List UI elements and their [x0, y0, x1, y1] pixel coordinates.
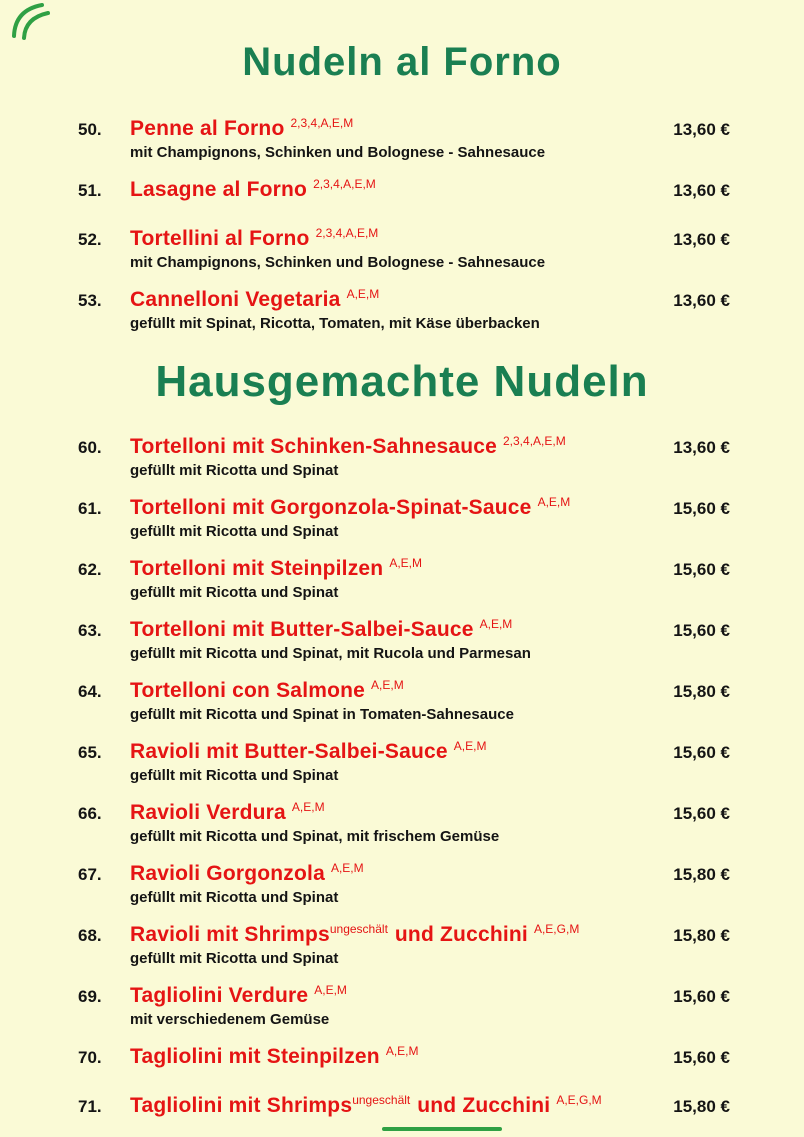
item-name-continuation: und Zucchini	[417, 1094, 551, 1117]
item-name-text: Ravioli mit Butter-Salbei-Sauce	[130, 740, 448, 763]
item-row	[78, 1038, 730, 1071]
menu-item	[78, 916, 730, 969]
item-number: 60.	[78, 438, 102, 457]
allergen-superscript: A,E,M	[385, 1044, 419, 1058]
item-row	[78, 428, 730, 461]
item-name-text: Penne al Forno	[130, 117, 285, 140]
item-name-text: Ravioli mit Shrimps	[130, 923, 330, 946]
section-items	[0, 110, 804, 334]
menu-item	[78, 794, 730, 847]
item-name-text: Tagliolini mit Steinpilzen	[130, 1045, 380, 1068]
item-description: gefüllt mit Ricotta und Spinat	[130, 462, 339, 479]
item-number: 64.	[78, 682, 102, 701]
item-number: 70.	[78, 1048, 102, 1067]
menu-sections	[0, 42, 804, 1120]
item-price: 13,60 €	[673, 291, 730, 310]
allergen-superscript: 2,3,4,A,E,M	[503, 434, 566, 448]
item-name	[130, 916, 579, 948]
item-number: 63.	[78, 621, 102, 640]
item-row	[78, 550, 730, 583]
allergen-superscript: A,E,M	[479, 617, 513, 631]
item-description: gefüllt mit Ricotta und Spinat	[130, 523, 339, 540]
item-number: 53.	[78, 291, 102, 310]
section-title: Hausgemachte Nudeln	[155, 357, 649, 406]
item-name	[130, 1038, 419, 1070]
allergen-superscript: 2,3,4,A,E,M	[313, 177, 376, 191]
item-row	[78, 794, 730, 827]
item-number: 52.	[78, 230, 102, 249]
item-name	[130, 110, 353, 142]
corner-ornament-icon	[8, 0, 68, 44]
item-price: 13,60 €	[673, 120, 730, 139]
item-name	[130, 611, 512, 643]
item-price: 15,60 €	[673, 621, 730, 640]
item-name	[130, 281, 379, 313]
item-description: mit Champignons, Schinken und Bolognese - Sahnesauce	[130, 144, 546, 161]
item-price: 15,80 €	[673, 865, 730, 884]
item-row	[78, 977, 730, 1010]
menu-item	[78, 550, 730, 603]
item-name-text: Lasagne al Forno	[130, 178, 308, 201]
item-name	[130, 1087, 602, 1119]
item-name-text: Tagliolini mit Shrimps	[130, 1094, 353, 1117]
item-row	[78, 916, 730, 949]
item-name-text: Tortelloni mit Gorgonzola-Spinat-Sauce	[130, 496, 532, 519]
item-description: gefüllt mit Ricotta und Spinat	[130, 767, 339, 784]
menu-section	[0, 357, 804, 1120]
menu-item	[78, 977, 730, 1030]
item-description: mit verschiedenem Gemüse	[130, 1011, 330, 1028]
item-name-text: Ravioli Verdura	[130, 801, 286, 824]
item-number: 61.	[78, 499, 102, 518]
allergen-superscript: A,E,G,M	[556, 1093, 602, 1107]
item-number: 62.	[78, 560, 102, 579]
allergen-superscript: 2,3,4,A,E,M	[315, 226, 379, 240]
item-number: 67.	[78, 865, 102, 884]
item-row	[78, 171, 730, 204]
allergen-superscript: A,E,M	[291, 800, 325, 814]
menu-item	[78, 220, 730, 273]
allergen-superscript: 2,3,4,A,E,M	[290, 116, 354, 130]
item-name	[130, 220, 378, 252]
item-description: gefüllt mit Spinat, Ricotta, Tomaten, mit Käse überbacken	[130, 315, 540, 332]
item-number: 71.	[78, 1097, 102, 1116]
menu-item	[78, 1087, 730, 1120]
menu-item	[78, 855, 730, 908]
item-description: gefüllt mit Ricotta und Spinat	[130, 584, 339, 601]
item-name	[130, 489, 570, 521]
item-name	[130, 855, 364, 887]
item-description: gefüllt mit Ricotta und Spinat, mit Rucola und Parmesan	[130, 645, 531, 662]
item-name-text: Tortelloni con Salmone	[130, 679, 366, 702]
section-title: Nudeln al Forno	[242, 40, 562, 84]
item-name	[130, 672, 404, 704]
item-price: 15,80 €	[673, 926, 730, 945]
item-name-text: Cannelloni Vegetaria	[130, 288, 341, 311]
item-name-text: Ravioli Gorgonzola	[130, 862, 325, 885]
item-name	[130, 794, 325, 826]
item-name-text: Tortelloni mit Steinpilzen	[130, 557, 384, 580]
item-price: 15,60 €	[673, 1048, 730, 1067]
item-price: 15,60 €	[673, 987, 730, 1006]
item-number: 69.	[78, 987, 102, 1006]
item-name	[130, 428, 566, 460]
item-number: 66.	[78, 804, 102, 823]
item-number: 50.	[78, 120, 102, 139]
item-name-continuation: und Zucchini	[394, 923, 528, 946]
menu-item	[78, 733, 730, 786]
item-price: 15,80 €	[673, 1097, 730, 1116]
menu-item	[78, 1038, 730, 1071]
item-description: mit Champignons, Schinken und Bolognese - Sahnesauce	[130, 254, 546, 271]
item-number: 51.	[78, 181, 102, 200]
item-price: 15,60 €	[673, 804, 730, 823]
item-row	[78, 672, 730, 705]
menu-item	[78, 428, 730, 481]
menu-item	[78, 110, 730, 163]
item-price: 15,60 €	[673, 499, 730, 518]
item-name	[130, 733, 486, 765]
item-row	[78, 733, 730, 766]
item-name	[130, 550, 422, 582]
item-number: 68.	[78, 926, 102, 945]
item-price: 15,80 €	[673, 682, 730, 701]
item-price: 13,60 €	[673, 230, 730, 249]
ungeschaelt-superscript: ungeschält	[352, 1093, 411, 1107]
item-description: gefüllt mit Ricotta und Spinat, mit frischem Gemüse	[130, 828, 500, 845]
allergen-superscript: A,E,M	[330, 861, 364, 875]
allergen-superscript: A,E,M	[389, 556, 422, 570]
menu-item	[78, 611, 730, 664]
item-row	[78, 281, 730, 314]
item-description: gefüllt mit Ricotta und Spinat	[130, 950, 339, 967]
item-row	[78, 1087, 730, 1120]
item-name-text: Tortellini al Forno	[130, 227, 310, 250]
item-row	[78, 110, 730, 143]
menu-item	[78, 281, 730, 334]
item-name-text: Tagliolini Verdure	[130, 984, 309, 1007]
menu-item	[78, 171, 730, 204]
menu-item	[78, 672, 730, 725]
item-price: 15,60 €	[673, 560, 730, 579]
item-row	[78, 220, 730, 253]
item-description: gefüllt mit Ricotta und Spinat in Tomaten-Sahnesauce	[130, 706, 514, 723]
item-row	[78, 489, 730, 522]
menu-section	[0, 42, 804, 334]
item-name-text: Tortelloni mit Schinken-Sahnesauce	[130, 435, 497, 458]
item-number: 65.	[78, 743, 102, 762]
allergen-superscript: A,E,M	[371, 678, 404, 692]
item-row	[78, 855, 730, 888]
item-name-text: Tortelloni mit Butter-Salbei-Sauce	[130, 618, 474, 641]
allergen-superscript: A,E,M	[314, 983, 347, 997]
allergen-superscript: A,E,M	[537, 495, 571, 509]
item-name	[130, 977, 347, 1009]
item-description: gefüllt mit Ricotta und Spinat	[130, 889, 339, 906]
ungeschaelt-superscript: ungeschält	[329, 922, 388, 936]
allergen-superscript: A,E,M	[346, 287, 380, 301]
item-name	[130, 171, 376, 203]
section-items	[0, 428, 804, 1120]
allergen-superscript: A,E,M	[453, 739, 487, 753]
item-row	[78, 611, 730, 644]
bottom-line-decoration	[382, 1127, 502, 1131]
menu-item	[78, 489, 730, 542]
item-price: 15,60 €	[673, 743, 730, 762]
item-price: 13,60 €	[673, 438, 730, 457]
allergen-superscript: A,E,G,M	[533, 922, 580, 936]
item-price: 13,60 €	[673, 181, 730, 200]
